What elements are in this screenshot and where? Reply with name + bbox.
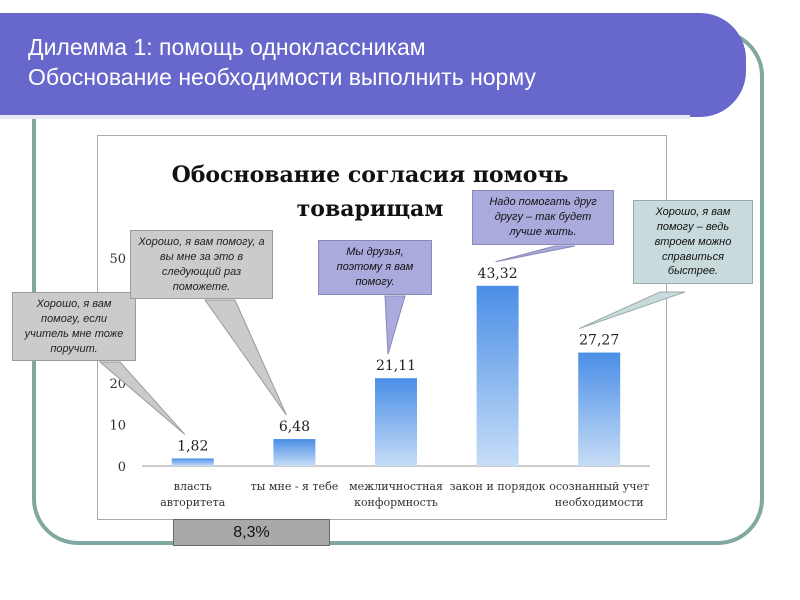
callout-pointer <box>496 246 575 262</box>
x-tick-label: межличностная <box>349 480 443 493</box>
callout-law-order: Надо помогать друг другу – так будет лучше жить. <box>472 190 614 245</box>
callout-pointer <box>579 292 685 329</box>
callout-pointer <box>385 296 405 354</box>
chart-title-line2: товарищам <box>296 196 444 222</box>
data-label: 43,32 <box>477 265 518 282</box>
data-label: 27,27 <box>579 332 620 349</box>
y-tick-label: 20 <box>109 376 126 392</box>
bar <box>273 439 315 466</box>
bar <box>477 286 519 466</box>
slide-title-line2: Обоснование необходимости выполнить норму <box>28 64 536 90</box>
bar <box>172 458 214 466</box>
y-tick-label: 0 <box>117 460 126 475</box>
x-tick-label: конформность <box>354 496 438 509</box>
y-tick-label: 50 <box>109 252 126 267</box>
x-tick-label: власть <box>173 480 212 493</box>
callout-conformity: Мы друзья, поэтому я вам помогу. <box>318 240 432 295</box>
x-tick-label: ты мне - я тебе <box>250 480 339 493</box>
callout-pointer <box>205 300 286 415</box>
data-label: 1,82 <box>177 438 209 455</box>
callout-authority: Хорошо, я вам помогу, если учитель мне тоже поручит. <box>12 292 136 361</box>
bar <box>375 378 417 466</box>
x-tick-label: авторитета <box>160 496 226 509</box>
slide-title-line1: Дилемма 1: помощь одноклассникам <box>28 34 426 60</box>
data-label: 6,48 <box>278 419 310 436</box>
x-tick-label: закон и порядок <box>449 480 546 493</box>
percent-box: 8,3% <box>173 519 330 546</box>
x-tick-label: необходимости <box>554 496 644 509</box>
x-tick-label: осознанный учет <box>549 480 650 493</box>
data-label: 21,11 <box>375 358 417 375</box>
callout-reciprocity: Хорошо, я вам помогу, а вы мне за это в следующий раз поможете. <box>130 230 273 299</box>
chart-title-line1: Обоснование согласия помочь <box>171 162 569 188</box>
y-tick-label: 10 <box>109 418 126 434</box>
bar <box>578 353 620 466</box>
callout-necessity: Хорошо, я вам помогу – ведь втроем можно справиться быстрее. <box>633 200 753 284</box>
